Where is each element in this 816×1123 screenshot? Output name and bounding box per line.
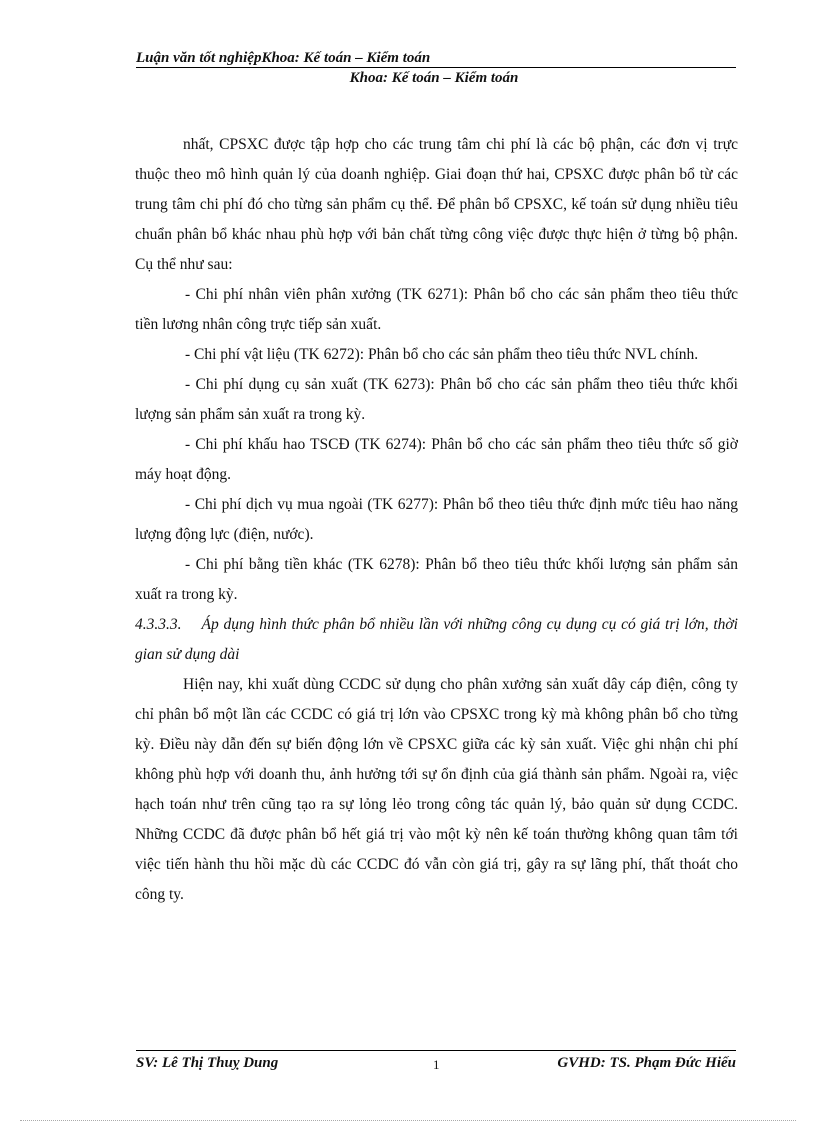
document-body [135, 130, 738, 910]
section-heading-text: Áp dụng hình thức phân bổ nhiều lần với những công cụ dụng cụ có giá trị lớn, thời gian sử dụng dài [135, 616, 738, 663]
header-rule [136, 67, 736, 68]
footer-page-number: 1 [433, 1057, 440, 1072]
list-item: - Chi phí nhân viên phân xưởng (TK 6271): Phân bổ cho các sản phẩm theo tiêu thức tiền lương nhân công trực tiếp sản xuất. [135, 286, 738, 333]
footer-advisor: GVHD: TS. Phạm Đức Hiếu [557, 1055, 736, 1071]
list-item: - Chi phí dịch vụ mua ngoài (TK 6277): Phân bổ theo tiêu thức định mức tiêu hao năng lượng động lực (điện, nước). [135, 496, 738, 543]
section-heading [135, 610, 738, 670]
header-faculty: Khoa: Kế toán – Kiểm toán [349, 70, 519, 86]
list-item: - Chi phí dụng cụ sản xuất (TK 6273): Phân bổ cho các sản phẩm theo tiêu thức khối lượng sản phẩm sản xuất ra trong kỳ. [135, 376, 738, 423]
footer-student: SV: Lê Thị Thuỵ Dung [136, 1055, 279, 1071]
intro-paragraph: nhất, CPSXC được tập hợp cho các trung tâm chi phí là các bộ phận, các đơn vị trực thuộc theo mô hình quản lý của doanh nghiệp. Giai đoạn thứ hai, CPSXC được phân bổ từ các trung tâm chi phí đó cho từng sản phẩm cụ thể. Để phân bổ CPSXC, kế toán sử dụng nhiều tiêu chuẩn phân bổ khác nhau phù hợp với bản chất từng công việc được thực hiện ở từng bộ phận. Cụ thể như sau: [135, 136, 738, 273]
body-paragraph: Hiện nay, khi xuất dùng CCDC sử dụng cho phân xưởng sản xuất dây cáp điện, công ty chỉ phân bổ một lần các CCDC có giá trị lớn vào CPSXC trong kỳ mà không phân bổ cho từng kỳ. Điều này dẫn đến sự biến động lớn về CPSXC giữa các kỳ sản xuất. Việc ghi nhận chi phí không phù hợp với doanh thu, ảnh hưởng tới sự ổn định của giá thành sản phẩm. Ngoài ra, việc hạch toán như trên cũng tạo ra sự lỏng lẻo trong công tác quản lý, bảo quản sử dụng CCDC. Những CCDC đã được phân bổ hết giá trị vào một kỳ nên kế toán thường không quan tâm tới việc tiến hành thu hồi mặc dù các CCDC đó vẫn còn giá trị, gây ra sự lãng phí, thất thoát cho công ty. [135, 676, 738, 903]
list-item: - Chi phí bằng tiền khác (TK 6278): Phân bổ theo tiêu thức khối lượng sản phẩm sản xuất ra trong kỳ. [135, 556, 738, 603]
section-number: 4.3.3.3. [135, 616, 182, 633]
page-edge-divider [20, 1120, 796, 1121]
list-item: - Chi phí vật liệu (TK 6272): Phân bổ cho các sản phẩm theo tiêu thức NVL chính. [185, 346, 699, 363]
list-item: - Chi phí khấu hao TSCĐ (TK 6274): Phân bổ cho các sản phẩm theo tiêu thức số giờ máy hoạt động. [135, 436, 738, 483]
footer-rule [136, 1050, 736, 1051]
header-title: Luận văn tốt nghiệpKhoa: Kế toán – Kiểm toán [136, 50, 431, 66]
